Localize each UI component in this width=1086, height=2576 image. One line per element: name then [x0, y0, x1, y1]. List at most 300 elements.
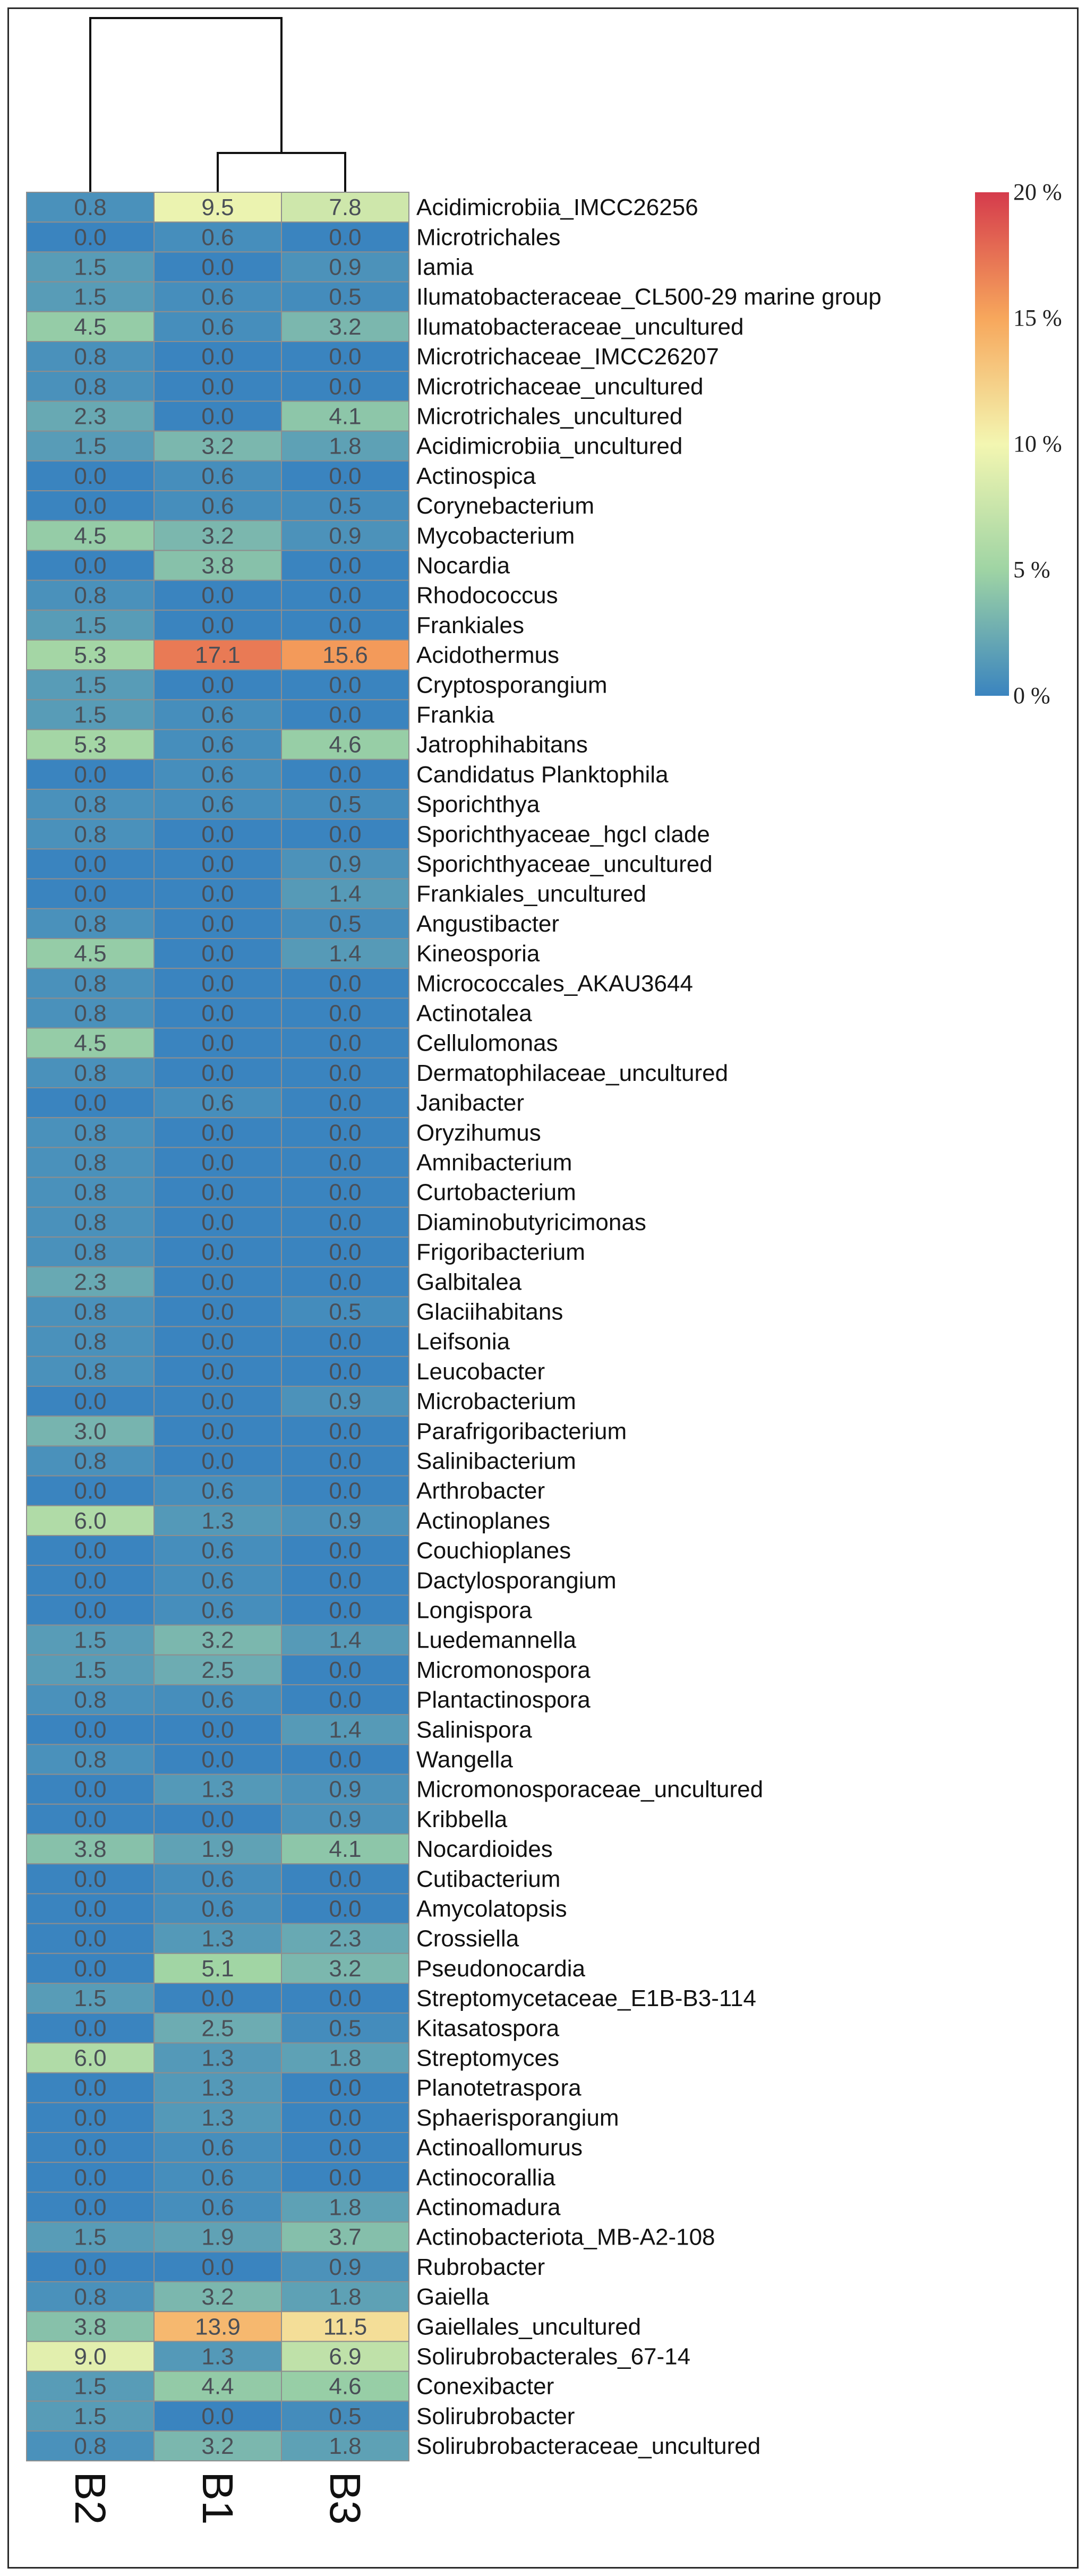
- cell-value-label: 0.0: [74, 1806, 107, 1832]
- cell-value-label: 0.6: [201, 1478, 234, 1504]
- cell-value-label: 0.9: [329, 254, 362, 280]
- cell-value-label: 0.0: [329, 373, 362, 400]
- row-label: Sphaerisporangium: [416, 2104, 619, 2131]
- cell-value-label: 0.0: [74, 1776, 107, 1803]
- row-label: Arthrobacter: [416, 1478, 545, 1504]
- cell-value-label: 0.0: [329, 672, 362, 698]
- row-label: Wangella: [416, 1746, 513, 1773]
- legend-tick-label: 0 %: [1013, 683, 1050, 709]
- cell-value-label: 3.0: [74, 1418, 107, 1445]
- cell-value-label: 0.6: [201, 1090, 234, 1116]
- cell-value-label: 0.6: [201, 1538, 234, 1564]
- row-label: Microtrichaceae_IMCC26207: [416, 344, 719, 370]
- row-label: Actinocorallia: [416, 2164, 555, 2191]
- cell-value-label: 0.8: [74, 344, 107, 370]
- cell-value-label: 1.8: [329, 2045, 362, 2071]
- row-label: Gaiellales_uncultured: [416, 2314, 642, 2340]
- row-label: Oryzihumus: [416, 1120, 541, 1146]
- cell-value-label: 0.0: [201, 1269, 234, 1295]
- row-label: Gaiella: [416, 2284, 489, 2310]
- row-label: Leifsonia: [416, 1328, 510, 1355]
- cell-value-label: 0.0: [74, 493, 107, 519]
- cell-value-label: 0.0: [74, 1538, 107, 1564]
- cell-value-label: 0.0: [201, 1209, 234, 1235]
- row-label: Solirubrobacteraceae_uncultured: [416, 2433, 761, 2460]
- cell-value-label: 0.0: [329, 224, 362, 251]
- cell-value-label: 0.0: [329, 1239, 362, 1266]
- row-label: Dactylosporangium: [416, 1567, 617, 1594]
- cell-value-label: 1.8: [329, 2284, 362, 2310]
- cell-value-label: 1.4: [329, 881, 362, 907]
- cell-value-label: 1.4: [329, 941, 362, 967]
- row-label: Rubrobacter: [416, 2254, 545, 2280]
- cell-value-label: 1.9: [201, 1836, 234, 1863]
- cell-value-label: 0.0: [201, 1149, 234, 1176]
- cell-value-label: 0.0: [329, 1687, 362, 1713]
- row-label: Ilumatobacteraceae_CL500-29 marine group: [416, 284, 882, 310]
- row-label: Couchioplanes: [416, 1538, 571, 1564]
- cell-value-label: 6.0: [74, 1507, 107, 1534]
- cell-value-label: 0.0: [201, 1388, 234, 1415]
- cell-value-label: 1.4: [329, 1627, 362, 1653]
- cell-value-label: 0.0: [329, 1896, 362, 1922]
- row-label: Rhodococcus: [416, 582, 558, 609]
- row-label: Acidothermus: [416, 642, 560, 669]
- cell-value-label: 0.9: [329, 851, 362, 877]
- row-label: Dermatophilaceae_uncultured: [416, 1060, 729, 1086]
- cell-value-label: 0.0: [201, 1717, 234, 1743]
- cell-value-label: 0.0: [201, 1328, 234, 1355]
- cell-value-label: 0.0: [329, 1746, 362, 1773]
- row-label: Sporichthyaceae_hgcI clade: [416, 821, 710, 848]
- row-label: Parafrigoribacterium: [416, 1418, 627, 1445]
- cell-value-label: 0.0: [201, 403, 234, 430]
- cell-value-label: 1.5: [74, 1657, 107, 1683]
- row-label: Candidatus Planktophila: [416, 761, 669, 788]
- cell-value-label: 2.3: [74, 1269, 107, 1295]
- cell-value-label: 0.0: [329, 1567, 362, 1594]
- cell-value-label: 9.5: [201, 194, 234, 221]
- cell-value-label: 11.5: [323, 2314, 367, 2340]
- row-label: Galbitalea: [416, 1269, 522, 1295]
- row-label: Ilumatobacteraceae_uncultured: [416, 313, 744, 340]
- cell-value-label: 1.5: [74, 2403, 107, 2429]
- row-label: Microtrichaceae_uncultured: [416, 373, 704, 400]
- cell-value-label: 2.5: [201, 2015, 234, 2042]
- row-label: Mycobacterium: [416, 523, 575, 549]
- cell-value-label: 1.3: [201, 2045, 234, 2071]
- row-label: Nocardioides: [416, 1836, 553, 1863]
- cell-value-label: 0.0: [74, 2135, 107, 2161]
- cell-value-label: 0.0: [329, 1149, 362, 1176]
- row-label: Salinibacterium: [416, 1448, 576, 1474]
- cell-value-label: 6.0: [74, 2045, 107, 2071]
- row-label: Solirubrobacterales_67-14: [416, 2343, 691, 2370]
- cell-value-label: 7.8: [329, 194, 362, 221]
- cell-value-label: 0.0: [201, 941, 234, 967]
- row-label: Actinospica: [416, 463, 536, 489]
- cell-value-label: 0.0: [74, 1717, 107, 1743]
- cell-value-label: 0.8: [74, 821, 107, 848]
- cell-value-label: 0.9: [329, 1507, 362, 1534]
- cell-value-label: 0.0: [201, 582, 234, 609]
- cell-value-label: 0.0: [74, 552, 107, 579]
- cell-value-label: 3.8: [74, 2314, 107, 2340]
- row-label: Kitasatospora: [416, 2015, 560, 2042]
- row-label: Amycolatopsis: [416, 1896, 567, 1922]
- cell-value-label: 0.8: [74, 2433, 107, 2460]
- cell-value-label: 17.1: [195, 642, 241, 669]
- cell-value-label: 0.0: [329, 1269, 362, 1295]
- cell-value-label: 0.8: [74, 1120, 107, 1146]
- row-label: Streptomyces: [416, 2045, 559, 2071]
- cell-value-label: 0.6: [201, 731, 234, 758]
- cell-value-label: 0.0: [329, 821, 362, 848]
- cell-value-label: 0.0: [201, 344, 234, 370]
- cell-value-label: 0.0: [201, 1746, 234, 1773]
- cell-value-label: 0.9: [329, 2254, 362, 2280]
- row-label: Pseudonocardia: [416, 1955, 586, 1982]
- cell-value-label: 0.0: [329, 1358, 362, 1385]
- cell-value-label: 0.6: [201, 2164, 234, 2191]
- cell-value-label: 0.0: [329, 582, 362, 609]
- cell-value-label: 0.0: [74, 1478, 107, 1504]
- cell-value-label: 1.5: [74, 1627, 107, 1653]
- row-label: Cellulomonas: [416, 1030, 558, 1056]
- column-label: B1: [193, 2471, 242, 2525]
- row-label: Nocardia: [416, 552, 510, 579]
- cell-value-label: 0.0: [329, 612, 362, 638]
- cell-value-label: 0.0: [74, 1567, 107, 1594]
- dendrogram-branch-root: [90, 18, 281, 192]
- cell-value-label: 0.0: [201, 672, 234, 698]
- cell-value-label: 1.5: [74, 612, 107, 638]
- cell-value-label: 0.0: [201, 612, 234, 638]
- row-label: Actinomadura: [416, 2194, 561, 2221]
- cell-value-label: 0.5: [329, 791, 362, 818]
- cell-value-label: 4.6: [329, 2373, 362, 2400]
- cell-value-label: 0.0: [74, 1866, 107, 1892]
- row-label: Glaciihabitans: [416, 1299, 563, 1325]
- cell-value-label: 0.0: [329, 2135, 362, 2161]
- cell-value-label: 0.0: [329, 761, 362, 788]
- cell-value-label: 0.6: [201, 1687, 234, 1713]
- row-label: Actinotalea: [416, 1000, 532, 1027]
- cell-value-label: 0.0: [329, 1657, 362, 1683]
- cell-value-label: 2.3: [329, 1925, 362, 1952]
- column-label: B3: [321, 2471, 369, 2525]
- cell-value-label: 1.5: [74, 433, 107, 459]
- cell-value-label: 1.3: [201, 2104, 234, 2131]
- cell-value-label: 0.8: [74, 1328, 107, 1355]
- cell-value-label: 0.0: [329, 1030, 362, 1056]
- cell-value-label: 3.8: [74, 1836, 107, 1863]
- cell-value-label: 0.0: [201, 1985, 234, 2012]
- cell-value-label: 1.3: [201, 2343, 234, 2370]
- cell-value-label: 4.6: [329, 731, 362, 758]
- cell-value-label: 0.0: [74, 2104, 107, 2131]
- cell-value-label: 0.0: [201, 851, 234, 877]
- cell-value-label: 0.8: [74, 1448, 107, 1474]
- cell-value-label: 0.8: [74, 1687, 107, 1713]
- row-label: Actinoallomurus: [416, 2135, 583, 2161]
- cell-value-label: 0.0: [329, 1090, 362, 1116]
- cell-value-label: 1.3: [201, 2075, 234, 2101]
- cell-value-label: 0.0: [329, 344, 362, 370]
- cell-value-label: 0.0: [329, 1985, 362, 2012]
- row-label: Streptomycetaceae_E1B-B3-114: [416, 1985, 756, 2012]
- cell-value-label: 0.0: [201, 2254, 234, 2280]
- cell-value-label: 0.0: [329, 2075, 362, 2101]
- cell-value-label: 3.2: [201, 523, 234, 549]
- cell-value-label: 0.0: [329, 1448, 362, 1474]
- cell-value-label: 3.2: [329, 313, 362, 340]
- row-label: Planotetraspora: [416, 2075, 582, 2101]
- row-label: Leucobacter: [416, 1358, 545, 1385]
- cell-value-label: 0.8: [74, 1299, 107, 1325]
- cell-value-label: 1.5: [74, 672, 107, 698]
- row-label: Microbacterium: [416, 1388, 576, 1415]
- cell-value-label: 1.8: [329, 433, 362, 459]
- cell-value-label: 1.9: [201, 2224, 234, 2250]
- legend-tick-label: 5 %: [1013, 557, 1050, 583]
- legend-tick-label: 20 %: [1013, 179, 1062, 205]
- cell-value-label: 0.0: [329, 1000, 362, 1027]
- row-label: Microtrichales_uncultured: [416, 403, 683, 430]
- cell-value-label: 0.0: [329, 1120, 362, 1146]
- row-label: Sporichthyaceae_uncultured: [416, 851, 713, 877]
- cell-value-label: 0.0: [201, 1358, 234, 1385]
- cell-value-label: 0.0: [74, 1955, 107, 1982]
- cell-value-label: 0.0: [74, 463, 107, 489]
- cell-value-label: 3.2: [201, 2433, 234, 2460]
- cell-value-label: 1.5: [74, 702, 107, 728]
- cell-value-label: 0.0: [74, 224, 107, 251]
- cell-value-label: 1.5: [74, 2224, 107, 2250]
- cell-value-label: 0.8: [74, 970, 107, 997]
- cell-value-label: 1.8: [329, 2433, 362, 2460]
- cell-value-label: 0.0: [74, 1896, 107, 1922]
- cell-value-label: 0.9: [329, 1776, 362, 1803]
- cell-value-label: 0.0: [201, 1030, 234, 1056]
- cell-value-label: 0.0: [201, 970, 234, 997]
- cell-value-label: 0.5: [329, 2403, 362, 2429]
- cell-value-label: 0.0: [329, 552, 362, 579]
- cell-value-label: 4.5: [74, 313, 107, 340]
- row-label: Kribbella: [416, 1806, 508, 1832]
- cell-value-label: 0.6: [201, 493, 234, 519]
- cell-value-label: 9.0: [74, 2343, 107, 2370]
- legend-tick-label: 15 %: [1013, 305, 1062, 331]
- row-label: Amnibacterium: [416, 1149, 572, 1176]
- cell-value-label: 0.0: [329, 1209, 362, 1235]
- row-label: Acidimicrobiia_IMCC26256: [416, 194, 698, 221]
- cell-value-label: 5.3: [74, 731, 107, 758]
- cell-value-label: 0.0: [201, 1120, 234, 1146]
- row-label: Micromonosporaceae_uncultured: [416, 1776, 764, 1803]
- row-label: Diaminobutyricimonas: [416, 1209, 646, 1235]
- cell-value-label: 0.8: [74, 1179, 107, 1206]
- row-label: Corynebacterium: [416, 493, 595, 519]
- cell-value-label: 0.9: [329, 1388, 362, 1415]
- cell-value-label: 1.4: [329, 1717, 362, 1743]
- cell-value-label: 1.5: [74, 1985, 107, 2012]
- cell-value-label: 0.0: [329, 1179, 362, 1206]
- cell-value-label: 3.2: [201, 1627, 234, 1653]
- cell-value-label: 0.0: [201, 1239, 234, 1266]
- cell-value-label: 13.9: [195, 2314, 241, 2340]
- cell-value-label: 2.3: [74, 403, 107, 430]
- cell-value-label: 0.8: [74, 1209, 107, 1235]
- row-label: Actinoplanes: [416, 1507, 550, 1534]
- cell-value-label: 6.9: [329, 2343, 362, 2370]
- row-label: Jatrophihabitans: [416, 731, 588, 758]
- cell-value-label: 0.0: [329, 463, 362, 489]
- dendrogram-branch-b1-b3: [218, 153, 345, 192]
- row-label: Micromonospora: [416, 1657, 591, 1683]
- column-label: B2: [66, 2471, 114, 2525]
- cell-value-label: 0.0: [329, 2104, 362, 2131]
- cell-value-label: 0.8: [74, 791, 107, 818]
- cell-value-label: 0.0: [74, 881, 107, 907]
- cell-value-label: 0.0: [201, 910, 234, 937]
- cell-value-label: 0.0: [201, 1060, 234, 1086]
- cell-value-label: 0.0: [74, 2075, 107, 2101]
- cell-value-label: 0.6: [201, 702, 234, 728]
- row-label: Janibacter: [416, 1090, 525, 1116]
- cell-value-label: 3.2: [201, 2284, 234, 2310]
- cell-value-label: 4.1: [329, 1836, 362, 1863]
- cell-value-label: 0.6: [201, 1567, 234, 1594]
- cell-value-label: 0.6: [201, 313, 234, 340]
- row-label: Plantactinospora: [416, 1687, 591, 1713]
- cell-value-label: 0.8: [74, 1149, 107, 1176]
- legend-tick-label: 10 %: [1013, 431, 1062, 457]
- cell-value-label: 0.9: [329, 523, 362, 549]
- cell-value-label: 0.8: [74, 194, 107, 221]
- cell-value-label: 0.0: [329, 970, 362, 997]
- cell-value-label: 0.0: [74, 2164, 107, 2191]
- cell-value-label: 1.8: [329, 2194, 362, 2221]
- cell-value-label: 1.5: [74, 254, 107, 280]
- cell-value-label: 0.0: [329, 1538, 362, 1564]
- cell-value-label: 3.2: [329, 1955, 362, 1982]
- cell-value-label: 15.6: [322, 642, 368, 669]
- cell-value-label: 0.6: [201, 1597, 234, 1624]
- cell-value-label: 0.0: [201, 1000, 234, 1027]
- cell-value-label: 1.5: [74, 284, 107, 310]
- cell-value-label: 0.0: [201, 1806, 234, 1832]
- cell-value-label: 0.0: [329, 702, 362, 728]
- cell-value-label: 0.0: [329, 1328, 362, 1355]
- row-label: Salinispora: [416, 1717, 532, 1743]
- cell-value-label: 0.0: [201, 821, 234, 848]
- cell-value-label: 0.0: [201, 373, 234, 400]
- cell-value-label: 0.8: [74, 1358, 107, 1385]
- cell-value-label: 0.5: [329, 1299, 362, 1325]
- cell-value-label: 0.0: [329, 2164, 362, 2191]
- row-label: Curtobacterium: [416, 1179, 576, 1206]
- cell-value-label: 0.0: [74, 2194, 107, 2221]
- cell-value-label: 0.6: [201, 1896, 234, 1922]
- cell-value-label: 0.0: [329, 1478, 362, 1504]
- cell-value-label: 0.6: [201, 224, 234, 251]
- cell-value-label: 0.0: [201, 2403, 234, 2429]
- cell-value-label: 0.0: [74, 851, 107, 877]
- cell-value-label: 0.8: [74, 1060, 107, 1086]
- cell-value-label: 0.0: [74, 1597, 107, 1624]
- cell-value-label: 4.4: [201, 2373, 234, 2400]
- cell-value-label: 1.3: [201, 1507, 234, 1534]
- cell-value-label: 0.8: [74, 373, 107, 400]
- cell-value-label: 0.6: [201, 2194, 234, 2221]
- cell-value-label: 0.8: [74, 910, 107, 937]
- cell-value-label: 0.0: [201, 1448, 234, 1474]
- row-label: Microtrichales: [416, 224, 561, 251]
- cell-value-label: 0.8: [74, 1239, 107, 1266]
- cell-value-label: 0.5: [329, 284, 362, 310]
- cell-value-label: 0.6: [201, 791, 234, 818]
- cell-value-label: 0.8: [74, 1746, 107, 1773]
- cell-value-label: 0.0: [329, 1597, 362, 1624]
- cell-value-label: 0.9: [329, 1806, 362, 1832]
- cell-value-label: 0.0: [74, 1388, 107, 1415]
- cell-value-label: 0.6: [201, 761, 234, 788]
- row-label: Actinobacteriota_MB-A2-108: [416, 2224, 715, 2250]
- cell-value-label: 0.0: [329, 1866, 362, 1892]
- row-label: Micrococcales_AKAU3644: [416, 970, 693, 997]
- cell-value-label: 3.7: [329, 2224, 362, 2250]
- cell-value-label: 0.0: [201, 1418, 234, 1445]
- cell-value-label: 0.6: [201, 2135, 234, 2161]
- cell-value-label: 2.5: [201, 1657, 234, 1683]
- row-label: Frankia: [416, 702, 494, 728]
- cell-value-label: 1.5: [74, 2373, 107, 2400]
- cell-value-label: 4.5: [74, 523, 107, 549]
- cell-value-label: 0.0: [74, 1925, 107, 1952]
- cell-value-label: 4.5: [74, 941, 107, 967]
- row-label: Longispora: [416, 1597, 532, 1624]
- cell-value-label: 4.1: [329, 403, 362, 430]
- cell-value-label: 4.5: [74, 1030, 107, 1056]
- cell-value-label: 1.3: [201, 1776, 234, 1803]
- cell-value-label: 0.0: [201, 254, 234, 280]
- cell-value-label: 0.0: [201, 1179, 234, 1206]
- row-label: Luedemannella: [416, 1627, 576, 1653]
- cell-value-label: 0.6: [201, 284, 234, 310]
- row-label: Frankiales: [416, 612, 524, 638]
- cell-value-label: 0.0: [74, 761, 107, 788]
- row-label: Conexibacter: [416, 2373, 554, 2400]
- row-label: Cryptosporangium: [416, 672, 608, 698]
- row-label: Angustibacter: [416, 910, 560, 937]
- cell-value-label: 0.0: [201, 881, 234, 907]
- cell-value-label: 0.6: [201, 1866, 234, 1892]
- cell-value-label: 5.3: [74, 642, 107, 669]
- cell-value-label: 1.3: [201, 1925, 234, 1952]
- row-label: Crossiella: [416, 1925, 519, 1952]
- cell-value-label: 0.6: [201, 463, 234, 489]
- cell-value-label: 0.0: [74, 2254, 107, 2280]
- row-label: Acidimicrobiia_uncultured: [416, 433, 683, 459]
- cell-value-label: 0.8: [74, 2284, 107, 2310]
- row-label: Frankiales_uncultured: [416, 881, 646, 907]
- cell-value-label: 3.2: [201, 433, 234, 459]
- cell-value-label: 0.8: [74, 582, 107, 609]
- cell-value-label: 0.8: [74, 1000, 107, 1027]
- row-label: Solirubrobacter: [416, 2403, 575, 2429]
- row-label: Cutibacterium: [416, 1866, 561, 1892]
